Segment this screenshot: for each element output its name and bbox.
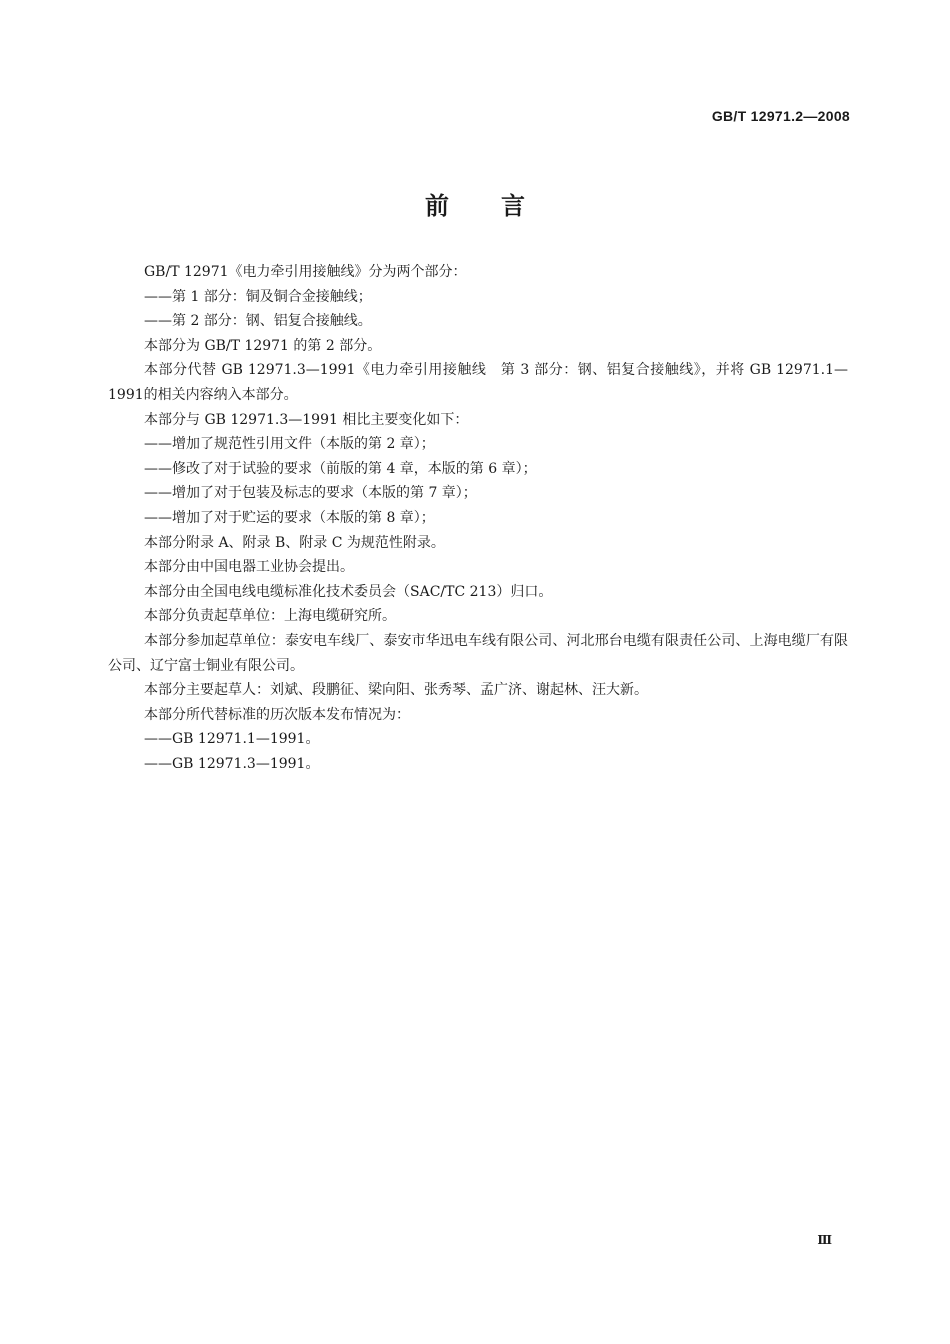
list-item-change2: ——修改了对于试验的要求（前版的第 4 章，本版的第 6 章）； bbox=[144, 460, 537, 477]
paragraph-drafters: 本部分主要起草人：刘斌、段鹏征、梁向阳、张秀琴、孟广济、谢起林、汪大新。 bbox=[144, 682, 648, 699]
page-number: Ⅲ bbox=[817, 1233, 832, 1247]
paragraph-replaces: 本部分代替 GB 12971.3—1991《电力牵引用接触线 第 3 部分：钢、铝复合接触线》，并将 GB 12971.1—1991的相关内容纳入本部分。 bbox=[108, 362, 848, 403]
standard-code: GB/T 12971.2—2008 bbox=[711, 108, 850, 124]
foreword-body bbox=[108, 260, 848, 776]
paragraph-history: 本部分所代替标准的历次版本发布情况为： bbox=[144, 706, 410, 723]
list-item-change3: ——增加了对于包装及标志的要求（本版的第 7 章）； bbox=[144, 485, 477, 502]
paragraph-under-jurisdiction: 本部分由全国电线电缆标准化技术委员会（SAC/TC 213）归口。 bbox=[144, 583, 553, 600]
paragraph-participating-units: 本部分参加起草单位：泰安电车线厂、泰安市华迅电车线有限公司、河北邢台电缆有限责任公司、上海电缆厂有限公司、辽宁富士铜业有限公司。 bbox=[108, 632, 848, 674]
paragraph-this-part: 本部分为 GB/T 12971 的第 2 部分。 bbox=[144, 337, 382, 354]
page-title: 前言 bbox=[425, 192, 577, 220]
list-item-change4: ——增加了对于贮运的要求（本版的第 8 章）； bbox=[144, 509, 435, 526]
paragraph-changes: 本部分与 GB 12971.3—1991 相比主要变化如下： bbox=[144, 411, 469, 428]
list-item-part2: ——第 2 部分：钢、铝复合接触线。 bbox=[144, 313, 372, 330]
list-item-part1: ——第 1 部分：铜及铜合金接触线； bbox=[144, 288, 372, 305]
paragraph-intro: GB/T 12971《电力牵引用接触线》分为两个部分： bbox=[144, 264, 467, 280]
paragraph-drafting-unit: 本部分负责起草单位：上海电缆研究所。 bbox=[144, 608, 396, 625]
list-item-history1: ——GB 12971.1—1991。 bbox=[144, 731, 320, 748]
list-item-change1: ——增加了规范性引用文件（本版的第 2 章）； bbox=[144, 436, 435, 453]
paragraph-annexes: 本部分附录 A、附录 B、附录 C 为规范性附录。 bbox=[144, 534, 445, 551]
paragraph-proposed-by: 本部分由中国电器工业协会提出。 bbox=[144, 559, 354, 576]
list-item-history2: ——GB 12971.3—1991。 bbox=[144, 755, 320, 772]
